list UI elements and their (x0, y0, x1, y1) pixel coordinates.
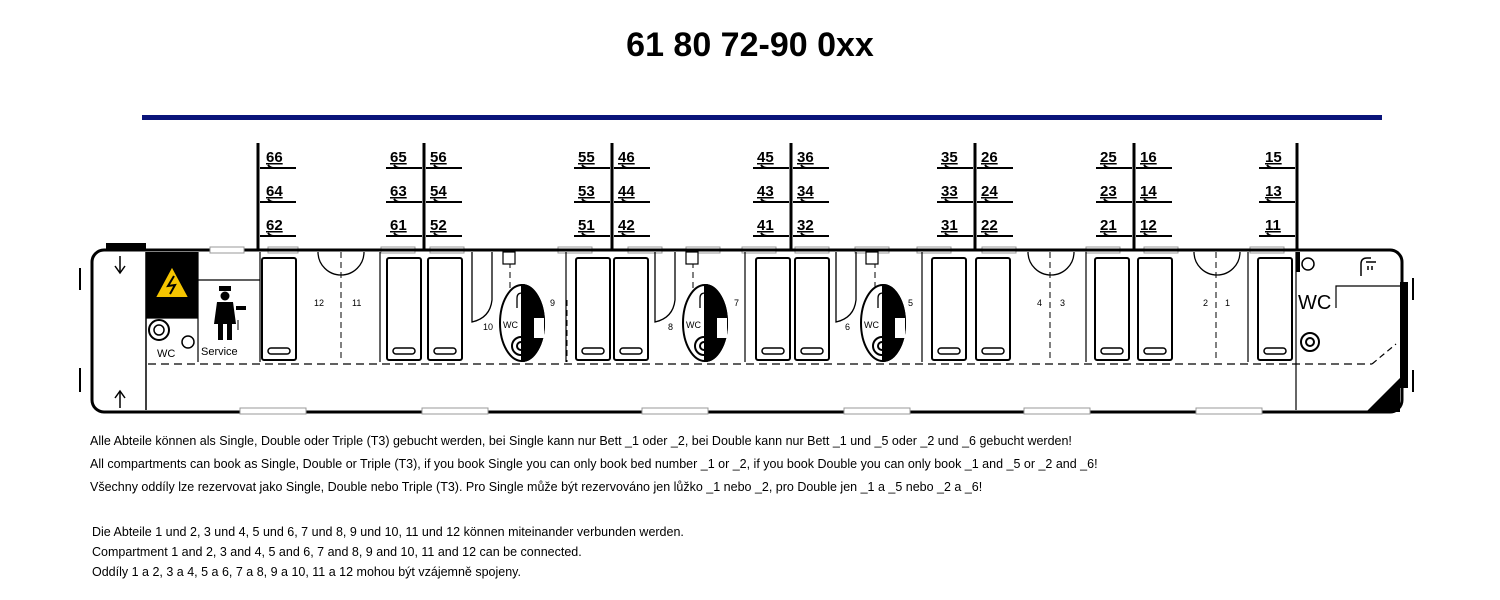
berth-labels (260, 149, 1295, 236)
berth-number: 56 (430, 149, 447, 166)
compartment-number: 9 (550, 298, 556, 308)
compartment-number: 11 (352, 298, 362, 308)
berth-number: 14 (1140, 183, 1157, 200)
conductor-icon (214, 286, 246, 340)
toilet-icon (1301, 333, 1319, 351)
berth-number: 46 (618, 149, 635, 166)
berth-number: 26 (981, 149, 998, 166)
berth-number: 11 (1265, 217, 1281, 234)
berth-number: 33 (941, 183, 958, 200)
berth-number: 32 (797, 217, 814, 234)
berth-number: 41 (757, 217, 774, 234)
booking-note-de: Alle Abteile können als Single, Double oder Triple (T3) gebucht werden, bei Single kann nur Bett _1 oder _2, bei Double kann nur Bett _1 und _5 oder _2 und _6 gebucht werden! (90, 434, 1072, 448)
compartment-number: 3 (1060, 298, 1066, 308)
wc-label: WC (157, 348, 176, 360)
toilet-icon (149, 320, 169, 340)
berth-number: 36 (797, 149, 814, 166)
svg-text:WC: WC (864, 320, 879, 330)
berth-number: 62 (266, 217, 283, 234)
berth-number: 43 (757, 183, 774, 200)
shower-icon (1361, 258, 1376, 276)
compartment-number: 5 (908, 298, 914, 308)
compartment-number: 10 (483, 322, 494, 332)
service-label: Service (201, 346, 238, 358)
sink-icon (1302, 258, 1314, 270)
berth-number: 24 (981, 183, 998, 200)
berth-number: 61 (390, 217, 407, 234)
berth-number: 16 (1140, 149, 1157, 166)
bed-frames (262, 258, 1292, 360)
berth-number: 66 (266, 149, 283, 166)
svg-text:WC: WC (686, 320, 701, 330)
berth-number: 15 (1265, 149, 1282, 166)
compartment-number: 12 (314, 298, 325, 308)
coach-number-title: 61 80 72-90 0xx (626, 26, 874, 64)
berth-number: 42 (618, 217, 635, 234)
berth-number: 13 (1265, 183, 1282, 200)
berth-number: 23 (1100, 183, 1117, 200)
berth-number: 35 (941, 149, 958, 166)
compartment-number: 2 (1203, 298, 1209, 308)
compartment-number: 8 (668, 322, 674, 332)
berth-number: 53 (578, 183, 595, 200)
connect-note-de: Die Abteile 1 und 2, 3 und 4, 5 und 6, 7 und 8, 9 und 10, 11 und 12 können miteinander verbunden werden. (92, 525, 684, 539)
compartment-number: 1 (1225, 298, 1231, 308)
berth-number: 21 (1100, 217, 1117, 234)
berth-number: 52 (430, 217, 447, 234)
connect-note-cs: Oddíly 1 a 2, 3 a 4, 5 a 6, 7 a 8, 9 a 10, 11 a 12 mohou být vzájemně spojeny. (92, 565, 521, 579)
connect-note-en: Compartment 1 and 2, 3 and 4, 5 and 6, 7 and 8, 9 and 10, 11 and 12 can be connected. (92, 545, 582, 559)
berth-number: 25 (1100, 149, 1117, 166)
berth-number: 22 (981, 217, 998, 234)
accent-line (142, 115, 1382, 120)
booking-note-cs: Všechny oddíly lze rezervovat jako Single, Double nebo Triple (T3). Pro Single může být rezervováno jen lůžko _1 nebo _2, pro Double jen _1 a _5 nebo _2 a _6! (90, 480, 983, 494)
wc-big-label: WC (1298, 292, 1332, 314)
compartment-number: 7 (734, 298, 740, 308)
berth-number: 63 (390, 183, 407, 200)
berth-number: 65 (390, 149, 407, 166)
svg-text:WC: WC (503, 320, 518, 330)
compartment-number: 4 (1037, 298, 1043, 308)
end-vestibule-doors (106, 243, 146, 408)
berth-number: 44 (618, 183, 635, 200)
berth-number: 54 (430, 183, 447, 200)
berth-number: 34 (797, 183, 814, 200)
compartment-number: 6 (845, 322, 851, 332)
berth-number: 55 (578, 149, 595, 166)
berth-number: 12 (1140, 217, 1157, 234)
berth-number: 31 (941, 217, 958, 234)
corner-marker (1366, 378, 1400, 412)
berth-number: 51 (578, 217, 595, 234)
sink-icon (182, 336, 194, 348)
berth-number: 45 (757, 149, 774, 166)
booking-note-en: All compartments can book as Single, Double or Triple (T3), if you book Single you can only book bed number _1 or _2, if you book Double you can only book _1 and _5 or _2 and _6! (90, 457, 1098, 471)
berth-number: 64 (266, 183, 283, 200)
